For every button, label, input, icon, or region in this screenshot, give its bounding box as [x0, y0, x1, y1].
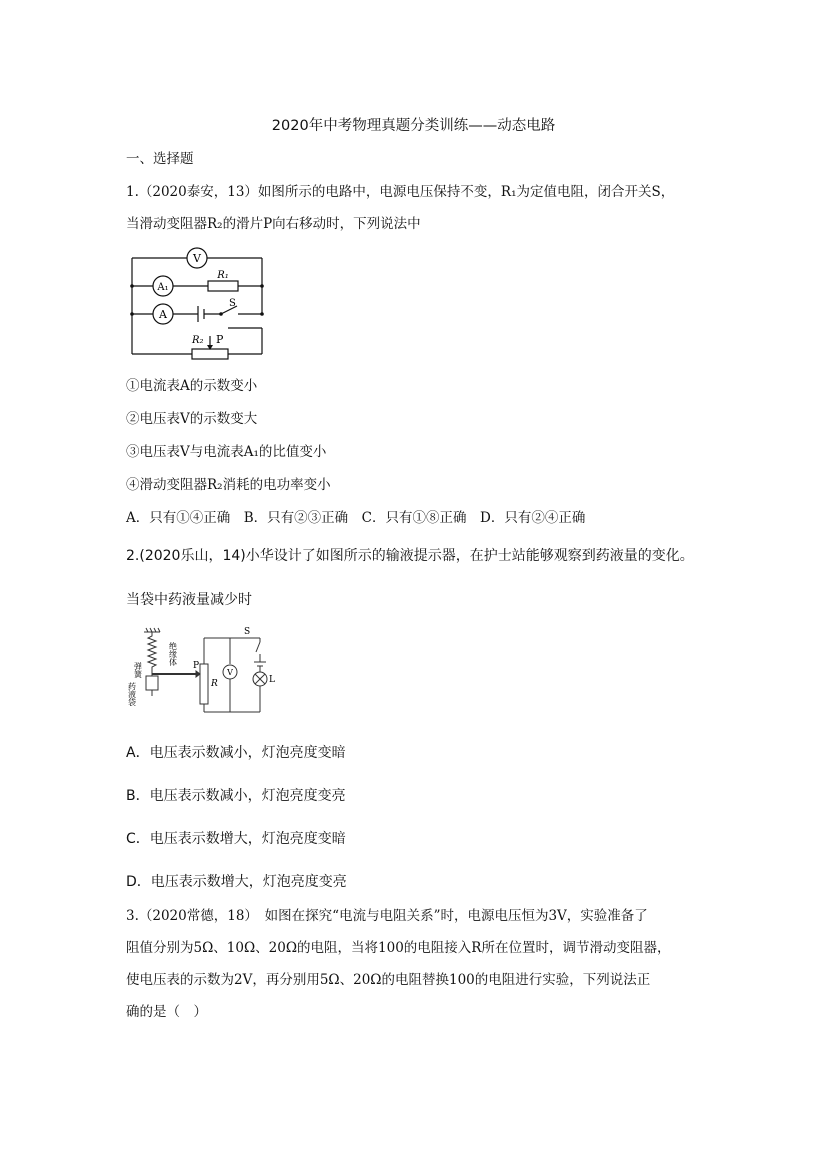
q3-stem-line3: 使电压表的示数为2V，再分别用5Ω、20Ω的电阻替换100的电阻进行实验，下列说法正 [126, 972, 651, 988]
section-heading: 一、选择题 [126, 151, 194, 167]
q1-stem-line2: 当滑动变阻器R₂的滑片P向右移动时，下列说法中 [126, 216, 421, 232]
r1-label: R₁ [217, 270, 229, 281]
q2-option-d: D．电压表示数增大，灯泡亮度变亮 [126, 874, 347, 890]
ammeter-a1-label: A₁ [157, 282, 169, 293]
q2-option-c: C．电压表示数增大，灯泡亮度变暗 [126, 831, 346, 847]
q2-infusion-diagram [127, 624, 280, 724]
q2-option-b: B．电压表示数减小，灯泡亮度变亮 [126, 788, 346, 804]
voltmeter2-label: V [227, 668, 233, 677]
page-title: 2020年中考物理真题分类训练——动态电路 [271, 118, 556, 134]
bag-label: 药液袋 [127, 682, 137, 706]
r2-label: R₂ [192, 335, 204, 346]
rheostat-r-label: R [211, 679, 218, 689]
q1-item-2: ②电压表V的示数变大 [126, 411, 258, 427]
q3-stem-line2: 阻值分别为5Ω、10Ω、20Ω的电阻，当将100的电阻接入R所在位置时，调节滑动变阻器， [126, 940, 671, 956]
switch-label: S [229, 298, 236, 309]
q1-stem-line1: 1.（2020泰安，13）如图所示的电路中，电源电压保持不变，R₁为定值电阻，闭合开关S， [126, 184, 675, 200]
slider-p-label: P [216, 333, 224, 346]
q2-stem-line2: 当袋中药液量减少时 [126, 592, 252, 608]
switch2-label: S [244, 627, 251, 637]
q1-item-3: ③电压表V与电流表A₁的比值变小 [126, 444, 327, 460]
spring-label: 弹簧 [133, 662, 143, 678]
q1-options: A．只有①④正确 B．只有②③正确 C．只有①⑧正确 D．只有②④正确 [126, 510, 586, 526]
insulator-label: 绝缘体 [168, 642, 178, 666]
ammeter-a-label: A [159, 308, 167, 321]
lamp-label: L [269, 675, 275, 685]
q1-item-4: ④滑动变阻器R₂消耗的电功率变小 [126, 477, 331, 493]
q2-stem-line1: 2.(2020乐山，14)小华设计了如图所示的输液提示器，在护士站能够观察到药液量的变化。 [126, 548, 694, 564]
voltmeter-label: V [193, 252, 201, 265]
slider-p2-label: P [193, 661, 200, 671]
q3-stem-line4: 确的是（ ） [126, 1004, 207, 1020]
q1-circuit-diagram [126, 244, 266, 359]
q3-stem-line1: 3.（2020常德，18） 如图在探究“电流与电阻关系”时，电源电压恒为3V，实验准备了 [126, 908, 648, 924]
q2-option-a: A．电压表示数减小，灯泡亮度变暗 [126, 745, 346, 761]
q1-item-1: ①电流表A的示数变小 [126, 378, 258, 394]
